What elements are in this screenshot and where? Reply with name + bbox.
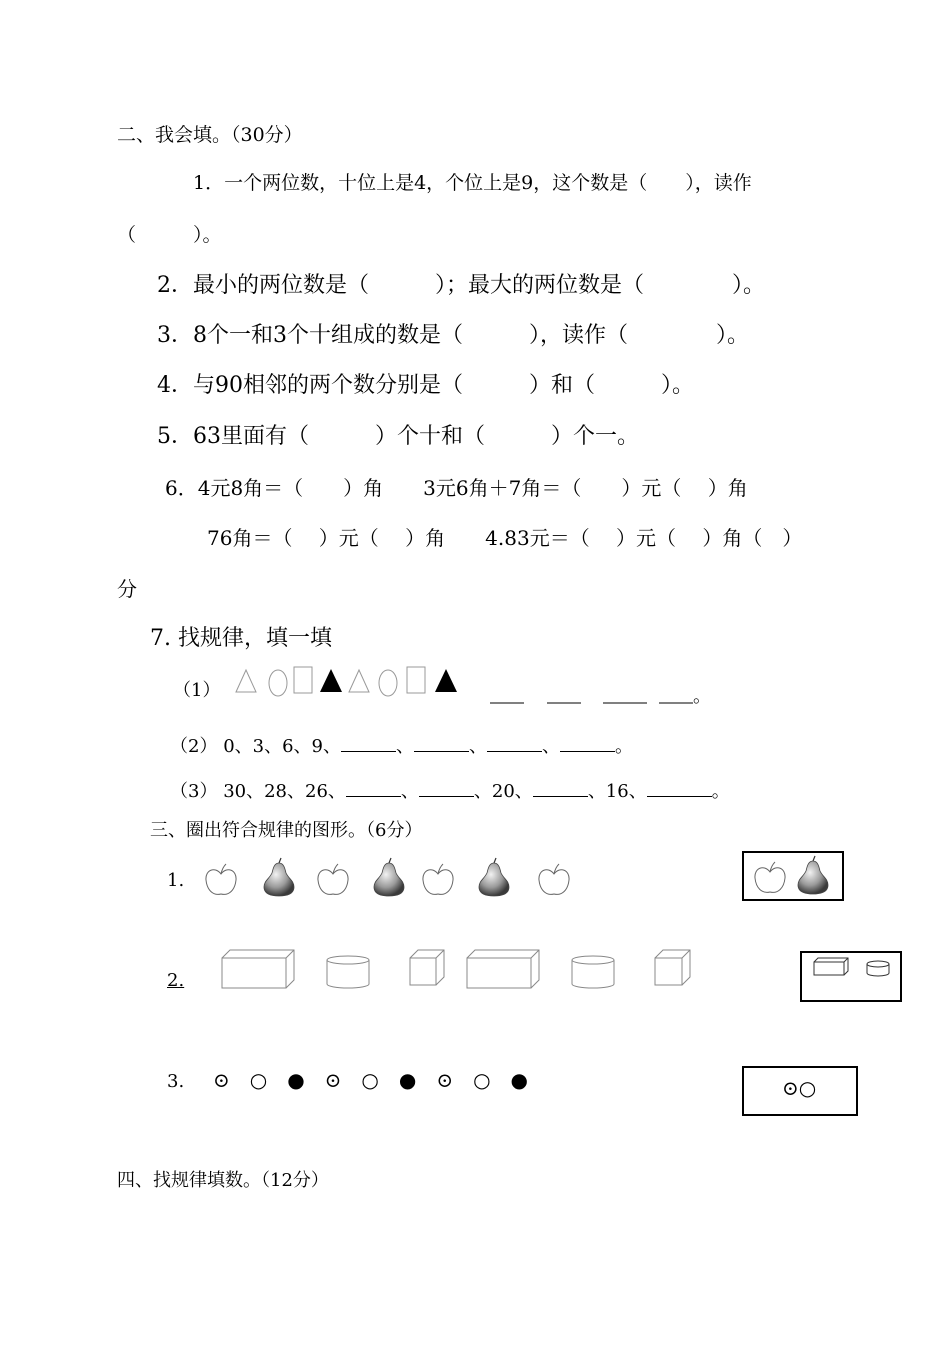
- q7-part3-mid1: 、20、: [473, 781, 533, 802]
- q7-part3-label: （3）: [170, 781, 218, 802]
- q7-part3-mid2: 、16、: [587, 781, 647, 802]
- q7-part3-seq: 30、28、26、: [223, 781, 346, 802]
- separator: 、: [469, 736, 487, 757]
- cylinder-icon: [867, 961, 889, 976]
- s3-q3-label: 3.: [167, 1071, 185, 1092]
- cuboid-icon: [814, 958, 848, 975]
- q2: 2．最小的两位数是（ ）；最大的两位数是（ ）。: [157, 273, 765, 298]
- s3-q3-answer: ⊙○: [782, 1076, 817, 1100]
- section-4-heading: 四、找规律填数。（12分）: [117, 1170, 329, 1191]
- s3-q2-label: 2.: [167, 970, 185, 991]
- separator: 、: [396, 736, 414, 757]
- separator: 、: [542, 736, 560, 757]
- s3-q1-label: 1.: [167, 870, 185, 891]
- q3: 3．8个一和3个十组成的数是（ ），读作（ ）。: [157, 323, 749, 348]
- period: 。: [711, 781, 730, 802]
- q7-title: 7. 找规律，填一填: [150, 626, 332, 651]
- q1-line1: 1．一个两位数，十位上是4，个位上是9，这个数是（ ），读作: [193, 172, 752, 194]
- separator: 、: [400, 781, 419, 802]
- q4: 4．与90相邻的两个数分别是（ ）和（ ）。: [157, 373, 694, 398]
- q6-line2: 76角＝（ ）元（ ）角 4.83元＝（ ）元（ ）角（ ）: [207, 526, 803, 550]
- period: 。: [615, 736, 633, 757]
- q7-part1-label: （1）: [173, 680, 221, 701]
- q5: 5．63里面有（ ）个十和（ ）个一。: [157, 424, 639, 449]
- q7-part2-label: （2）: [170, 736, 218, 757]
- q7-part2-seq: 0、3、6、9、: [223, 736, 341, 757]
- section-2-heading: 二、我会填。（30分）: [117, 124, 303, 146]
- q6-line1: 6．4元8角＝（ ）角 3元6角＋7角＝（ ）元（ ）角: [165, 476, 748, 500]
- q7-part1-end: 。: [693, 686, 711, 707]
- q1-line2: （ ）。: [117, 224, 222, 246]
- s3-q3-sequence: ⊙ ○ ● ⊙ ○ ● ⊙ ○ ●: [213, 1068, 528, 1092]
- section-3-heading: 三、圈出符合规律的图形。（6分）: [150, 820, 423, 841]
- q6-line3: 分: [117, 577, 137, 601]
